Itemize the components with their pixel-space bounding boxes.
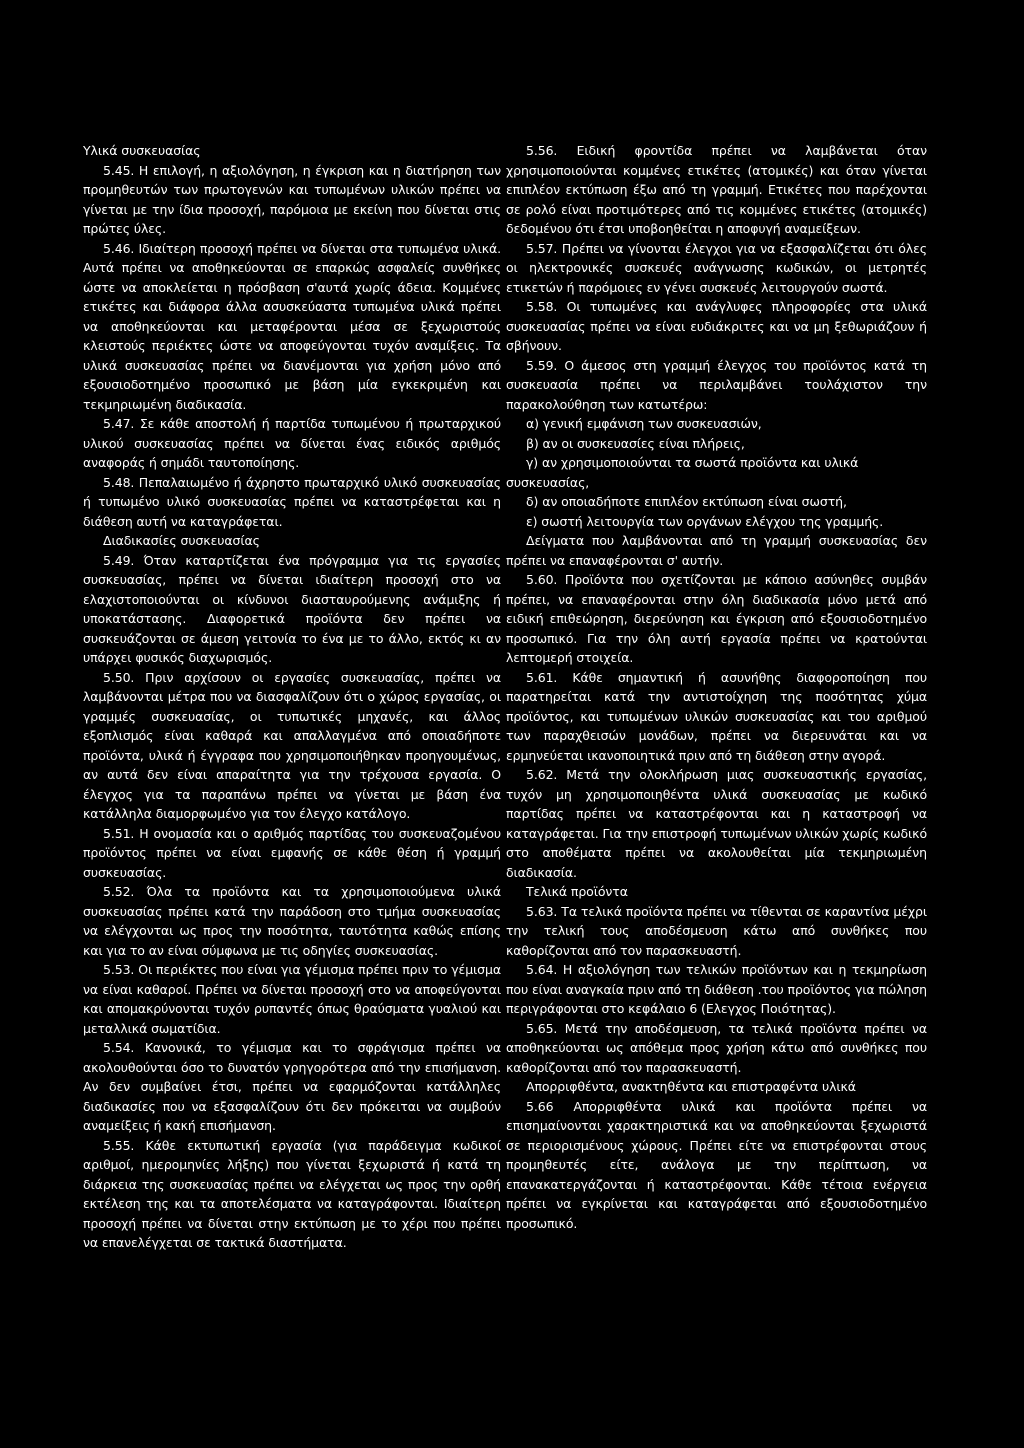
- section-heading: Υλικά συσκευασίας: [83, 143, 201, 158]
- paragraph: 5.46. Ιδιαίτερη προσοχή πρέπει να δίνεται στα τυπωμένα υλικά. Αυτά πρέπει να αποθηκεύονται σε επαρκώς ασφαλείς συνθήκες ώστε να αποκλείεται η πρόσβαση σ'αυτά χωρίς άδεια. Κομμένες ετικέτες και διάφορα άλλα ασυσκεύαστα τυπωμένα υλικά πρέπει να αποθηκεύονται και μεταφέρονται μέσα σε ξεχωριστούς κλειστούς περιέκτες ώστε να αποφεύγονται τυχόν αναμίξεις. Τα υλικά συσκευασίας πρέπει να διανέμονται για χρήση μόνο από εξουσιοδοτημένο προσωπικό με βάση μία εγκεκριμένη και τεκμηριωμένη διαδικασία.: [83, 240, 501, 412]
- paragraph: 5.54. Κανονικά, το γέμισμα και το σφράγισμα πρέπει να ακολουθούνται όσο το δυνατόν γρηγορότερα από την επισήμανση. Αν δεν συμβαίνει έτσι, πρέπει να εφαρμόζονται κατάλληλες διαδικασίες που να εξασφαλίζουν ότι δεν πρόκειται να συμβούν αναμείξεις ή κακή επισήμανση.: [83, 1040, 501, 1133]
- paragraph: 5.47. Σε κάθε αποστολή ή παρτίδα τυπωμένου ή πρωταρχικού υλικού συσκευασίας πρέπει να δίνεται ένας ειδικός αριθμός αναφοράς ή σημάδι ταυτοποίησης.: [83, 416, 501, 470]
- paragraph: 5.66 Απορριφθέντα υλικά και προϊόντα πρέπει να επισημαίνονται χαρακτηριστικά και να αποθηκεύονται ξεχωριστά σε περιορισμένους χώρους. Πρέπει είτε να επιστρέφονται στους προμηθευτές είτε, ανάλογα με την περίπτωση, να επανακατεργάζονται ή καταστρέφονται. Κάθε τέτοια ενέργεια πρέπει να εγκρίνεται και καταγράφεται από εξουσιοδοτημένο προσωπικό.: [506, 1098, 927, 1231]
- section-heading: Απορριφθέντα, ανακτηθέντα και επιστραφέντα υλικά: [526, 1079, 856, 1094]
- list-item: ε) σωστή λειτουργία των οργάνων ελέγχου της γραμμής.: [526, 513, 884, 529]
- paragraph: 5.62. Μετά την ολοκλήρωση μιας συσκευαστικής εργασίας, τυχόν μη χρησιμοποιηθέντα υλικά συσκευασίας με κωδικό παρτίδας πρέπει να καταστρέφονται και η καταστροφή να καταγράφεται. Για την επιστροφή τυπωμένων υλικών χωρίς κωδικό στο αποθέματα πρέπει να ακολουθείται μία τεκμηριωμένη διαδικασία.: [506, 767, 927, 880]
- list-item: γ) αν χρησιμοποιούνται τα σωστά προϊόντα και υλικά συσκευασίας,: [506, 455, 859, 490]
- paragraph: 5.45. Η επιλογή, η αξιολόγηση, η έγκριση και η διατήρηση των προμηθευτών των πρωτογενών και τυπωμένων υλικών πρέπει να γίνεται με την ίδια προσοχή, παρόμοια με εκείνη που δίνεται στις πρώτες ύλες.: [83, 162, 501, 236]
- paragraph: 5.65. Μετά την αποδέσμευση, τα τελικά προϊόντα πρέπει να αποθηκεύονται ως απόθεμα προς χρήση κάτω από συνθήκες που καθορίζονται από τον παρασκευαστή.: [506, 1020, 927, 1075]
- paragraph: 5.59. Ο άμεσος στη γραμμή έλεγχος του προϊόντος κατά τη συσκευασία πρέπει να περιλαμβάνει τουλάχιστον την παρακολούθηση των κατωτέρω:: [506, 357, 927, 412]
- paragraph: 5.55. Κάθε εκτυπωτική εργασία (για παράδειγμα κωδικοί αριθμοί, ημερομηνίες λήξης) που γίνεται ξεχωριστά ή κατά τη διάρκεια της συσκευασίας πρέπει να ελέγχεται ως προς την ορθή εκτέλεση της και τα αποτελέσματα να καταγράφονται. Ιδιαίτερη προσοχή πρέπει να δίνεται στην εκτύπωση με το χέρι που πρέπει να επανελέγχεται σε τακτικά διαστήματα.: [83, 1137, 501, 1250]
- paragraph: 5.57. Πρέπει να γίνονται έλεγχοι για να εξασφαλίζεται ότι όλες οι ηλεκτρονικές συσκευές ανάγνωσης κωδικών, οι μετρητές ετικετών ή παρόμοιες εν γένει συσκευές λειτουργούν σωστά.: [506, 240, 927, 295]
- paragraph: 5.49. Όταν καταρτίζεται ένα πρόγραμμα για τις εργασίες συσκευασίας, πρέπει να δίνεται ιδιαίτερη προσοχή στο να ελαχιστοποιούνται οι κίνδυνοι διασταυρούμενης ανάμιξης ή υποκατάστασης. Διαφορετικά προϊόντα δεν πρέπει να συσκευάζονται σε άμεση γειτονία το ένα με το άλλο, εκτός κι αν υπάρχει φυσικός διαχωρισμός.: [83, 552, 501, 665]
- paragraph: 5.50. Πριν αρχίσουν οι εργασίες συσκευασίας, πρέπει να λαμβάνονται μέτρα που να διασφαλίζουν ότι ο χώρος εργασίας, οι γραμμές συσκευασίας, οι τυπωτικές μηχανές, και άλλος εξοπλισμός είναι καθαρά και απαλλαγμένα από οποιαδήποτε προϊόντα, υλικά ή έγγραφα που χρησιμοποιήθηκαν προηγουμένως, αν αυτά δεν είναι απαραίτητα για την τρέχουσα εργασία. Ο έλεγχος για τα παραπάνω πρέπει να γίνεται με βάση ένα κατάλληλα διαμορφωμένο για τον έλεγχο κατάλογο.: [83, 669, 501, 821]
- paragraph: 5.64. Η αξιολόγηση των τελικών προϊόντων και η τεκμηρίωση που είναι αναγκαία πριν από τη διάθεση .του προϊόντος για πώληση περιγράφονται στο κεφάλαιο 6 (Ελεγχος Ποιότητας).: [506, 962, 927, 1016]
- right-column: [506, 141, 927, 1233]
- list-item: δ) αν οποιαδήποτε επιπλέον εκτύπωση είναι σωστή,: [526, 494, 847, 509]
- paragraph: 5.53. Οι περιέκτες που είναι για γέμισμα πρέπει πριν το γέμισμα να είναι καθαροί. Πρέπει να δίνεται προσοχή στο να αποφεύγονται και απομακρύνονται τυχόν ρυπαντές όπως θραύσματα γυαλιού και μεταλλικά σωματίδια.: [83, 962, 501, 1036]
- paragraph: 5.60. Προϊόντα που σχετίζονται με κάποιο ασύνηθες συμβάν πρέπει, να επαναφέρονται στην όλη διαδικασία μόνο μετά από ειδική επιθεώρηση, διερεύνηση και έγκριση από εξουσιοδοτημένο προσωπικό. Για την όλη αυτή εργασία πρέπει να κρατούνται λεπτομερή στοιχεία.: [506, 572, 927, 665]
- paragraph: 5.51. Η ονομασία και ο αριθμός παρτίδας του συσκευαζομένου προϊόντος πρέπει να είναι εμφανής σε κάθε θέση ή γραμμή συσκευασίας.: [83, 825, 501, 880]
- paragraph: 5.61. Κάθε σημαντική ή ασυνήθης διαφοροποίηση που παρατηρείται κατά την αντιστοίχηση της ποσότητας χύμα προϊόντος, και τυπωμένων υλικών συσκευασίας και του αριθμού των παραχθεισών μονάδων, πρέπει να διερευνάται και να ερμηνεύεται ικανοποιητικά πριν από τη διάθεση στην αγορά.: [506, 669, 927, 763]
- paragraph: Δείγματα που λαμβάνονται από τη γραμμή συσκευασίας δεν πρέπει να επαναφέρονται σ' αυτήν.: [506, 533, 927, 568]
- paragraph: 5.48. Πεπαλαιωμένο ή άχρηστο πρωταρχικό υλικό συσκευασίας ή τυπωμένο υλικό συσκευασίας πρέπει να καταστρέφεται και η διάθεση αυτή να καταγράφεται.: [83, 474, 501, 529]
- paragraph: 5.52. Όλα τα προϊόντα και τα χρησιμοποιούμενα υλικά συσκευασίας πρέπει κατά την παράδοση στο τμήμα συσκευασίας να ελέγχονται ως προς την ποσότητα, ταυτότητα καθώς επίσης και για το αν είναι σύμφωνα με τις οδηγίες συσκευασίας.: [83, 884, 501, 958]
- list-item: α) γενική εμφάνιση των συσκευασιών,: [526, 416, 762, 431]
- section-heading: Διαδικασίες συσκευασίας: [103, 533, 260, 548]
- paragraph: 5.58. Οι τυπωμένες και ανάγλυφες πληροφορίες στα υλικά συσκευασίας πρέπει να είναι ευδιάκριτες και να μη ξεθωριάζουν ή σβήνουν.: [506, 299, 927, 353]
- paragraph: 5.63. Τα τελικά προϊόντα πρέπει να τίθενται σε καραντίνα μέχρι την τελική τους αποδέσμευση κάτω από συνθήκες που καθορίζονται από τον παρασκευαστή.: [506, 903, 927, 958]
- left-column: [83, 141, 501, 1253]
- paragraph: 5.56. Ειδική φροντίδα πρέπει να λαμβάνεται όταν χρησιμοποιούνται κομμένες ετικέτες (ατομικές) και όταν γίνεται επιπλέον εκτύπωση έξω από τη γραμμή. Ετικέτες που παρέχονται σε ρολό είναι προτιμότερες από τις κομμένες ετικέτες (ατομικές) δεδομένου ότι έτσι υποβοηθείται η αποφυγή αναμείξεων.: [506, 143, 927, 236]
- section-heading: Τελικά προϊόντα: [526, 884, 628, 899]
- list-item: β) αν οι συσκευασίες είναι πλήρεις,: [526, 435, 745, 451]
